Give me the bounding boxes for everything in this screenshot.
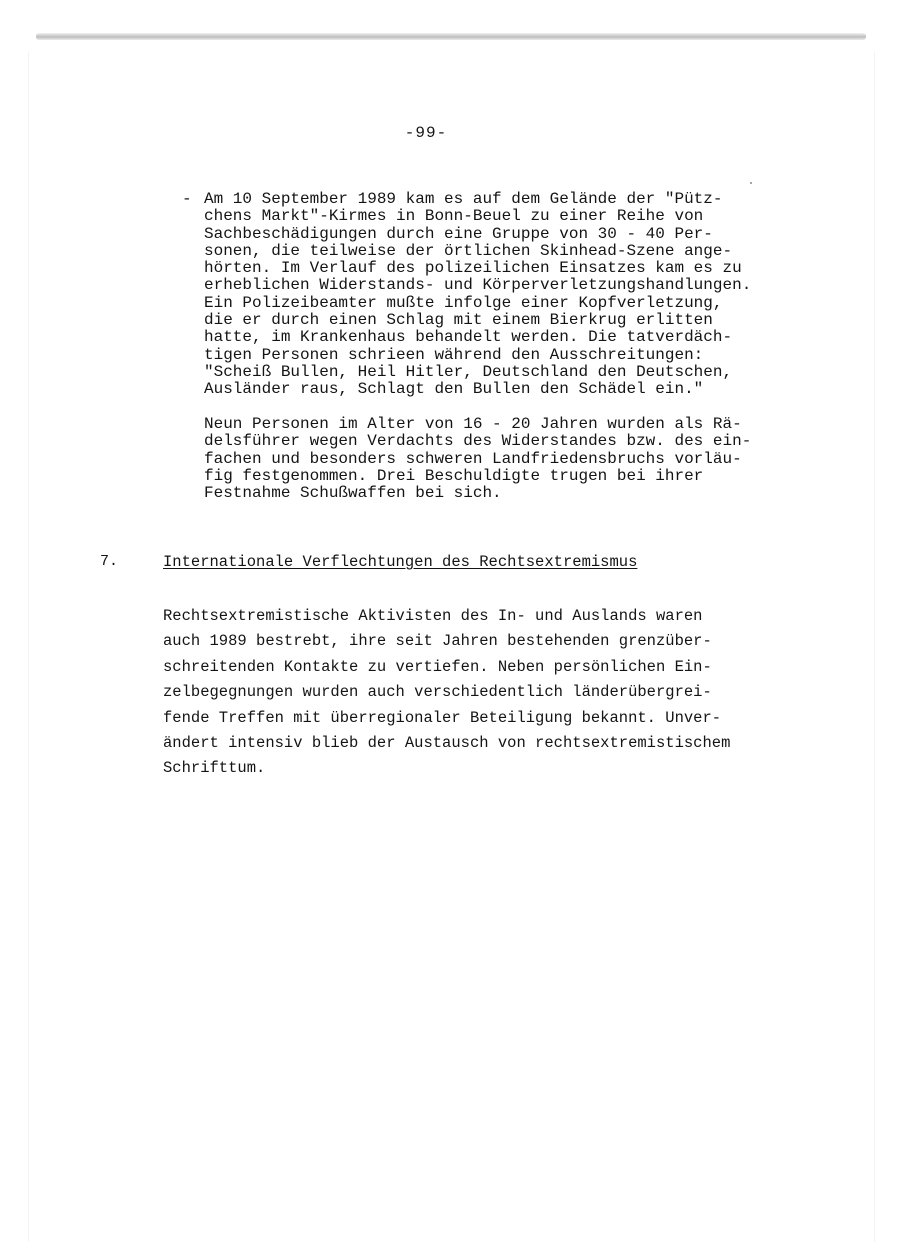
text-line: hatte, im Krankenhaus behandelt werden. Die tatverdäch-	[204, 328, 733, 347]
text-line: hörten. Im Verlauf des polizeilichen Einsatzes kam es zu	[204, 259, 742, 278]
text-line: "Scheiß Bullen, Heil Hitler, Deutschland den Deutschen,	[204, 362, 733, 381]
text-line: zelbegegnungen wurden auch verschiedentlich länderübergrei-	[163, 683, 712, 702]
text-line: Ein Polizeibeamter mußte infolge einer Kopfverletzung,	[204, 293, 723, 312]
text-line: erheblichen Widerstands- und Körperverletzungshandlungen.	[204, 276, 752, 295]
text-line: schreitenden Kontakte zu vertiefen. Neben persönlichen Ein-	[163, 657, 712, 676]
text-line: Neun Personen im Alter von 16 - 20 Jahren wurden als Rä-	[204, 415, 742, 433]
text-line: fig festgenommen. Drei Beschuldigte trugen bei ihrer	[204, 466, 704, 485]
text-line: fende Treffen mit überregionaler Beteiligung bekannt. Unver-	[163, 708, 722, 727]
text-line: delsführer wegen Verdachts des Widerstandes bzw. des ein-	[204, 432, 752, 451]
text-line: auch 1989 bestrebt, ihre seit Jahren bestehenden grenzüber-	[163, 632, 712, 651]
text-line: sonen, die teilweise der örtlichen Skinhead-Szene ange-	[204, 241, 733, 260]
text-line: Schrifttum.	[163, 759, 266, 778]
text-line: die er durch einen Schlag mit einem Bierkrug erlitten	[204, 311, 713, 330]
scan-top-edge	[36, 33, 866, 40]
section-number: 7.	[100, 553, 119, 570]
scan-right-edge	[874, 52, 875, 1242]
paragraph-incident	[204, 191, 751, 399]
text-line: chens Markt"-Kirmes in Bonn-Beuel zu einer Reihe von	[204, 207, 704, 226]
scan-speck	[750, 182, 752, 184]
paragraph-arrests	[204, 416, 751, 502]
section-heading: Internationale Verflechtungen des Rechtsextremismus	[163, 553, 638, 571]
text-line: Ausländer raus, Schlagt den Bullen den Schädel ein."	[204, 380, 704, 399]
text-line: Sachbeschädigungen durch eine Gruppe von 30 - 40 Per-	[204, 224, 713, 243]
page-number: -99-	[404, 124, 448, 142]
text-line: fachen und besonders schweren Landfriedensbruchs vorläu-	[204, 449, 742, 468]
text-line: tigen Personen schrieen während den Ausschreitungen:	[204, 345, 704, 364]
text-line: Festnahme Schußwaffen bei sich.	[204, 484, 502, 503]
text-line: Am 10 September 1989 kam es auf dem Gelände der "Pütz-	[204, 190, 723, 208]
bullet-marker: -	[182, 190, 192, 208]
paragraph-international	[163, 604, 730, 782]
text-line: Rechtsextremistische Aktivisten des In- und Auslands waren	[163, 607, 703, 625]
text-line: ändert intensiv blieb der Austausch von rechtsextremistischem	[163, 734, 731, 753]
scan-left-edge	[28, 52, 29, 1242]
